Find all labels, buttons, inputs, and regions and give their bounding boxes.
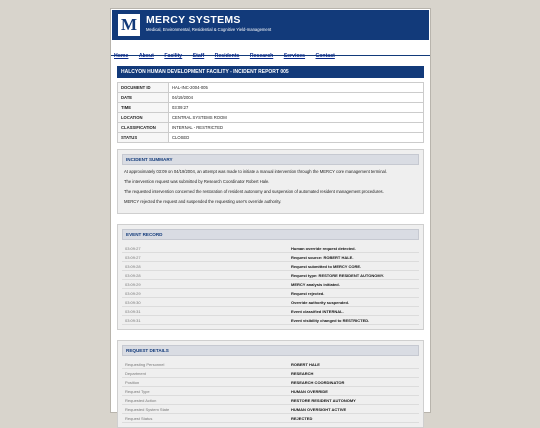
table-row: [122, 414, 419, 423]
event-text: MERCY analysis initiated.: [288, 280, 419, 289]
summary-paragraph: At approximately 03:09 on 04/19/2004, an attempt was made to initiate a manual intervention through the MERCY core management terminal.: [124, 169, 387, 174]
logo: M: [118, 14, 140, 36]
info-key: TIME: [118, 103, 169, 113]
details-table: [122, 360, 419, 423]
info-key: LOCATION: [118, 113, 169, 123]
detail-label: Department: [122, 369, 288, 378]
detail-value: REJECTED: [288, 414, 419, 423]
detail-value: RESEARCH COORDINATOR: [288, 378, 419, 387]
event-time: 03:09:31: [122, 307, 288, 316]
event-time: 03:09:29: [122, 289, 288, 298]
section-title: REQUEST DETAILS: [122, 345, 419, 356]
info-key: CLASSIFICATION: [118, 123, 169, 133]
event-time: 03:09:28: [122, 262, 288, 271]
info-key: DATE: [118, 93, 169, 103]
event-time: 03:09:31: [122, 316, 288, 325]
incident-summary-section: [117, 149, 424, 214]
info-value: INTERNAL - RESTRICTED: [169, 123, 424, 133]
site-tagline: Medical, Environmental, Residential & Cognitive Yield-management: [146, 27, 272, 32]
detail-value: ROBERT HALE: [288, 360, 419, 369]
event-text: Request type: RESTORE RESIDENT AUTONOMY.: [288, 271, 419, 280]
table-row: [122, 262, 419, 271]
nav-staff[interactable]: Staff: [192, 53, 205, 59]
info-key: STATUS: [118, 133, 169, 143]
table-row: [122, 405, 419, 414]
detail-label: Requested Action: [122, 396, 288, 405]
document-info-table: [117, 82, 424, 143]
table-row: [122, 387, 419, 396]
table-row: [122, 369, 419, 378]
table-row: [122, 316, 419, 325]
info-row: [118, 123, 424, 133]
info-value: CENTRAL SYSTEMS ROOM: [169, 113, 424, 123]
table-row: [122, 396, 419, 405]
info-row: [118, 133, 424, 143]
table-row: [122, 298, 419, 307]
info-row: [118, 83, 424, 93]
info-key: DOCUMENT ID: [118, 83, 169, 93]
table-row: [122, 289, 419, 298]
detail-label: Requesting Personnel: [122, 360, 288, 369]
detail-value: HUMAN OVERSIGHT ACTIVE: [288, 405, 419, 414]
table-row: [122, 280, 419, 289]
table-row: [122, 244, 419, 253]
event-text: Event classified INTERNAL.: [288, 307, 419, 316]
site-header: [112, 10, 429, 40]
info-value: 04/19/2004: [169, 93, 424, 103]
request-details-section: [117, 340, 424, 428]
detail-value: RESEARCH: [288, 369, 419, 378]
summary-paragraph: The intervention request was submitted by Research Coordinator Robert Hale.: [124, 179, 270, 184]
event-text: Request source: ROBERT HALE.: [288, 253, 419, 262]
nav-home[interactable]: Home: [114, 53, 129, 59]
info-value: HAL-INC-2004-005: [169, 83, 424, 93]
main-nav: [111, 41, 430, 59]
event-time: 03:09:30: [122, 298, 288, 307]
table-row: [122, 253, 419, 262]
event-time: 03:09:27: [122, 244, 288, 253]
event-text: Human override request detected.: [288, 244, 419, 253]
event-text: Event visibility changed to RESTRICTED.: [288, 316, 419, 325]
document-page: [110, 8, 431, 421]
detail-value: HUMAN OVERRIDE: [288, 387, 419, 396]
brand: [146, 14, 271, 32]
info-value: CLOSED: [169, 133, 424, 143]
event-text: Request rejected.: [288, 289, 419, 298]
info-value: 03:09:27: [169, 103, 424, 113]
nav-contact[interactable]: Contact: [315, 53, 335, 59]
summary-paragraph: MERCY rejected the request and suspended the requesting user's override authority.: [124, 199, 282, 204]
nav-residents[interactable]: Residents: [214, 53, 240, 59]
report-title-banner: HALCYON HUMAN DEVELOPMENT FACILITY - INCIDENT REPORT 005: [117, 66, 424, 78]
event-record-section: [117, 224, 424, 330]
section-title: INCIDENT SUMMARY: [122, 154, 419, 165]
table-row: [122, 271, 419, 280]
info-row: [118, 113, 424, 123]
table-row: [122, 360, 419, 369]
detail-value: RESTORE RESIDENT AUTONOMY: [288, 396, 419, 405]
event-text: Override authority suspended.: [288, 298, 419, 307]
info-row: [118, 93, 424, 103]
info-row: [118, 103, 424, 113]
event-text: Request submitted to MERCY CORE.: [288, 262, 419, 271]
detail-label: Position: [122, 378, 288, 387]
nav-facility[interactable]: Facility: [164, 53, 183, 59]
nav-services[interactable]: Services: [283, 53, 306, 59]
event-time: 03:09:28: [122, 271, 288, 280]
section-title: EVENT RECORD: [122, 229, 419, 240]
detail-label: Requested System State: [122, 405, 288, 414]
event-table: [122, 244, 419, 325]
event-time: 03:09:27: [122, 253, 288, 262]
summary-paragraph: The requested intervention concerned the restoration of resident autonomy and suspension of automated resident management procedures.: [124, 189, 384, 194]
nav-about[interactable]: About: [138, 53, 154, 59]
detail-label: Request Status: [122, 414, 288, 423]
table-row: [122, 307, 419, 316]
detail-label: Request Type: [122, 387, 288, 396]
event-time: 03:09:29: [122, 280, 288, 289]
nav-research[interactable]: Research: [249, 53, 274, 59]
table-row: [122, 378, 419, 387]
site-name: MERCY SYSTEMS: [146, 14, 241, 26]
